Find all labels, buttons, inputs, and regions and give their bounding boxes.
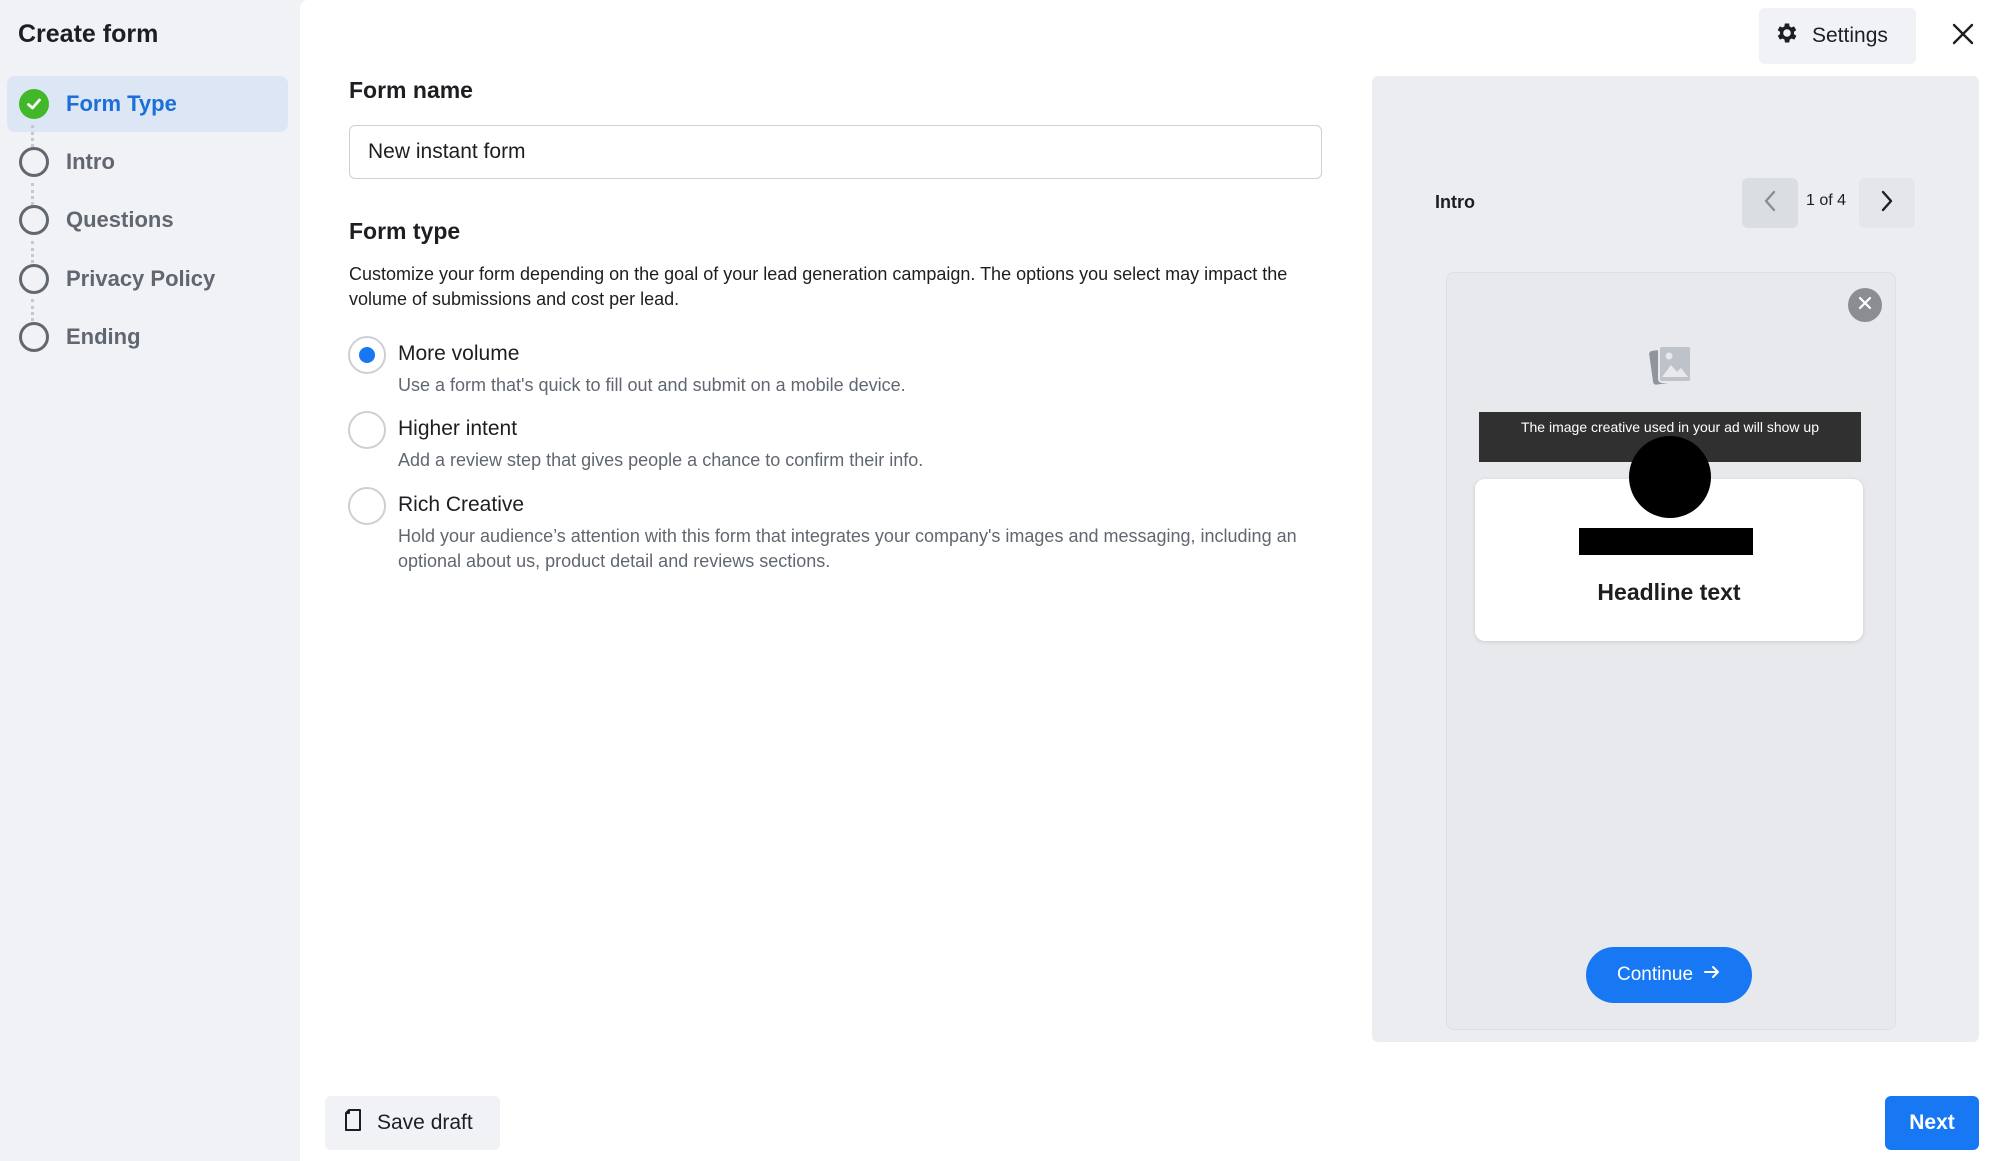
sidebar-step-intro[interactable] [7,134,288,190]
form-type-heading: Form type [349,218,461,244]
sidebar-title: Create form [18,20,159,48]
save-draft-label: Save draft [377,1111,473,1134]
image-tooltip: The image creative used in your ad will show up [1479,412,1861,462]
next-page-button[interactable] [1859,178,1915,228]
sidebar-step-questions[interactable] [7,192,288,248]
empty-circle-icon [19,147,49,177]
form-name-heading: Form name [349,77,473,103]
sidebar-step-label: Questions [66,207,174,232]
form-preview [1372,76,1979,1042]
chevron-left-icon [1763,190,1777,217]
headline-text: Headline text [1597,579,1741,605]
sidebar-step-form-type[interactable] [7,76,288,132]
continue-label: Continue [1616,964,1694,985]
close-icon [1857,295,1873,316]
close-icon [1952,23,1974,50]
option-more-volume[interactable] [348,336,1328,402]
form-type-description: Customize your form depending on the goal of your lead generation campaign. The options you select may impact the volume of submissions and cost per lead. [349,264,1288,309]
page-indicator: 1 of 4 [1806,192,1847,209]
option-title: Rich Creative [398,493,525,516]
gear-icon [1774,20,1800,52]
save-draft-button[interactable] [325,1096,500,1150]
radio-unselected[interactable] [348,487,386,525]
next-button[interactable]: Next [1885,1096,1979,1150]
radio-selected[interactable] [348,336,386,374]
document-icon [343,1108,363,1138]
check-circle-icon [19,89,49,119]
close-button[interactable] [1945,18,1981,54]
option-description: Hold your audience’s attention with this form that integrates your company's images and messaging, including an optional about us, product detail and reviews sections. [398,526,1297,571]
empty-circle-icon [19,205,49,235]
empty-circle-icon [19,264,49,294]
sidebar [0,0,300,1161]
sidebar-step-privacy-policy[interactable] [7,251,288,307]
radio-unselected[interactable] [348,411,386,449]
continue-button[interactable] [1586,947,1752,1003]
settings-button[interactable] [1759,8,1916,64]
option-title: More volume [398,342,520,365]
main-panel [300,0,1999,1161]
option-title: Higher intent [398,417,518,440]
preview-label: Intro [1435,192,1475,212]
option-description: Add a review step that gives people a chance to confirm their info. [398,450,924,470]
preview-close-button[interactable] [1848,288,1882,322]
previous-page-button[interactable] [1742,178,1798,228]
sidebar-step-label: Ending [66,324,141,349]
sidebar-step-ending[interactable] [7,309,288,365]
form-name-input[interactable] [349,125,1322,179]
sidebar-step-label: Privacy Policy [66,266,216,291]
chevron-right-icon [1880,190,1894,217]
option-higher-intent[interactable] [348,411,1328,477]
sidebar-step-label: Intro [66,149,115,174]
image-placeholder-icon [1649,343,1695,392]
avatar [1629,436,1711,518]
redacted-page-name [1579,528,1753,555]
option-description: Use a form that's quick to fill out and submit on a mobile device. [398,375,906,395]
arrow-right-icon [1703,964,1721,986]
phone-preview [1446,272,1896,1030]
option-rich-creative[interactable] [348,487,1328,577]
sidebar-step-label: Form Type [66,91,177,116]
empty-circle-icon [19,322,49,352]
settings-label: Settings [1812,24,1888,47]
